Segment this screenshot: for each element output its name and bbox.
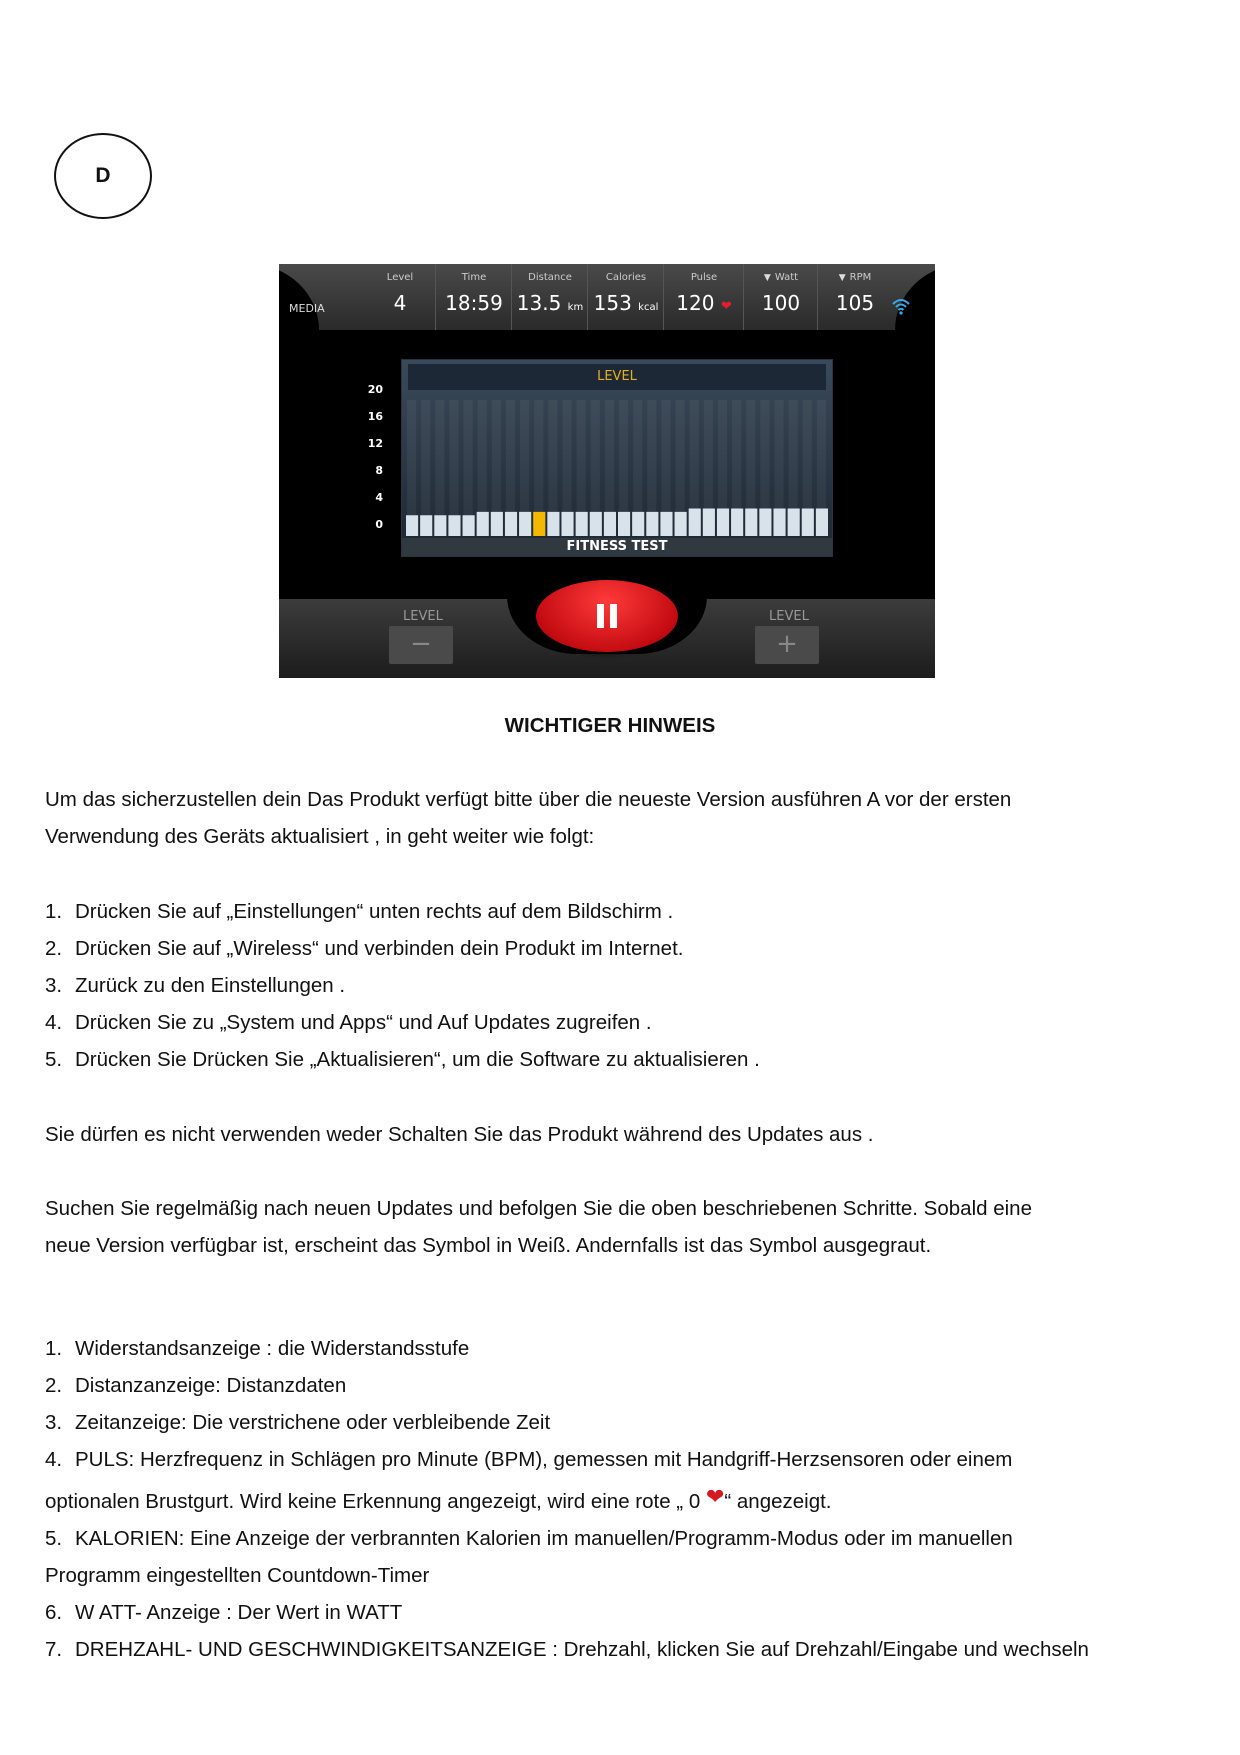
heart-icon: ❤	[705, 1484, 725, 1509]
y-tick: 0	[375, 518, 383, 531]
console-screenshot	[279, 264, 935, 678]
list-item-continuation: Programm eingestellten Countdown-Timer	[45, 1564, 430, 1587]
chart-title: LEVEL	[408, 364, 826, 390]
level-bar	[759, 509, 771, 537]
level-bars	[402, 360, 832, 556]
level-bar	[406, 515, 418, 536]
level-bar	[477, 512, 489, 536]
level-bar	[717, 509, 729, 537]
y-tick: 12	[367, 437, 383, 450]
list-item: 4. Drücken Sie zu „System und Apps“ und Auf Updates zugreifen .	[45, 1011, 652, 1034]
level-bar	[689, 509, 701, 537]
level-bar	[590, 512, 602, 536]
level-bar	[703, 509, 715, 537]
level-bar	[731, 509, 743, 537]
level-bar	[547, 512, 559, 536]
level-bar	[463, 515, 475, 536]
level-down-button[interactable]: −	[389, 626, 453, 664]
level-bar	[576, 512, 588, 536]
y-tick: 20	[367, 383, 383, 396]
level-bar	[561, 512, 573, 536]
level-chart	[401, 359, 833, 557]
level-up-label: LEVEL	[769, 609, 809, 624]
display-descriptions-list	[45, 1330, 1195, 1668]
stat-level: Level 4	[386, 272, 414, 315]
list-item: 5. KALORIEN: Eine Anzeige der verbrannten Kalorien im manuellen/Programm-Modus oder im manuellen	[45, 1527, 1013, 1550]
list-item: 1. Widerstandsanzeige : die Widerstandsstufe	[45, 1337, 470, 1360]
y-tick: 4	[375, 491, 383, 504]
section-label: D	[95, 164, 111, 187]
wifi-icon[interactable]	[891, 297, 911, 315]
chart-y-axis	[351, 359, 391, 555]
level-bar-current	[533, 512, 545, 536]
list-item: 7. DREHZAHL- UND GESCHWINDIGKEITSANZEIGE : Drehzahl, klicken Sie auf Drehzahl/Eingabe und wechseln	[45, 1638, 1089, 1661]
list-item: 2. Distanzanzeige: Distanzdaten	[45, 1374, 347, 1397]
update-steps-list	[45, 893, 1195, 1078]
y-tick: 16	[367, 410, 383, 423]
list-item: 6. W ATT- Anzeige : Der Wert in WATT	[45, 1601, 403, 1624]
stat-rpm[interactable]: ▼ RPM 105	[817, 264, 892, 330]
stat-watt[interactable]: ▼ Watt 100	[743, 264, 818, 330]
notice-intro: Um das sicherzustellen dein Das Produkt verfügt bitte über die neueste Version ausführen A vor der ersten Verwendung des Geräts aktualisiert , in geht weiter wie folgt:	[45, 788, 1012, 848]
level-bar	[816, 509, 828, 537]
notice-heading: WICHTIGER HINWEIS	[504, 714, 716, 737]
stat-pulse: Pulse 120 ❤	[663, 264, 744, 330]
stat-distance: Distance 13.5 km	[511, 264, 588, 330]
level-bar	[604, 512, 616, 536]
level-bar	[660, 512, 672, 536]
level-bar	[434, 515, 446, 536]
pause-icon	[597, 604, 604, 628]
level-bar	[675, 512, 687, 536]
stat-time: Time 18:59	[435, 264, 512, 330]
level-bar	[618, 512, 630, 536]
level-bar	[420, 515, 432, 536]
list-item: 5. Drücken Sie Drücken Sie „Aktualisieren“, um die Software zu aktualisieren .	[45, 1048, 760, 1071]
level-down-label: LEVEL	[403, 609, 443, 624]
level-bar	[745, 509, 757, 537]
level-up-button[interactable]: +	[755, 626, 819, 664]
level-bar	[632, 512, 644, 536]
heart-icon: ❤	[720, 299, 732, 314]
level-bar	[448, 515, 460, 536]
level-bar	[519, 512, 531, 536]
media-label[interactable]: MEDIA	[289, 302, 325, 315]
level-bar	[646, 512, 658, 536]
list-item-continuation: optionalen Brustgurt. Wird keine Erkennung angezeigt, wird eine rote „ 0 ❤“ angezeigt.	[45, 1484, 832, 1513]
list-item: 2. Drücken Sie auf „Wireless“ und verbinden dein Produkt im Internet.	[45, 937, 684, 960]
level-bar	[788, 509, 800, 537]
stat-calories: Calories 153 kcal	[587, 264, 664, 330]
y-tick: 8	[375, 464, 383, 477]
update-warning: Sie dürfen es nicht verwenden weder Schalten Sie das Produkt während des Updates aus .	[45, 1123, 874, 1146]
level-bar	[802, 509, 814, 537]
level-bar	[505, 512, 517, 536]
section-label-badge	[54, 133, 152, 219]
list-item: 3. Zeitanzeige: Die verstrichene oder verbleibende Zeit	[45, 1411, 551, 1434]
dropdown-triangle-icon: ▼	[838, 273, 846, 283]
list-item: 3. Zurück zu den Einstellungen .	[45, 974, 346, 997]
level-bar	[491, 512, 503, 536]
list-item: 1. Drücken Sie auf „Einstellungen“ unten rechts auf dem Bildschirm .	[45, 900, 674, 923]
list-item: 4. PULS: Herzfrequenz in Schlägen pro Minute (BPM), gemessen mit Handgriff-Herzsensoren oder einem	[45, 1448, 1013, 1471]
pause-button[interactable]	[536, 580, 678, 652]
dropdown-triangle-icon: ▼	[763, 273, 771, 283]
update-info: Suchen Sie regelmäßig nach neuen Updates und befolgen Sie die oben beschriebenen Schritte. Sobald eine neue Version verfügbar ist, erscheint das Symbol in Weiß. Andernfalls ist das Symbol ausgegraut.	[45, 1197, 1032, 1257]
chart-footer: FITNESS TEST	[402, 538, 832, 556]
level-bar	[773, 509, 785, 537]
stats-bar	[279, 264, 935, 330]
